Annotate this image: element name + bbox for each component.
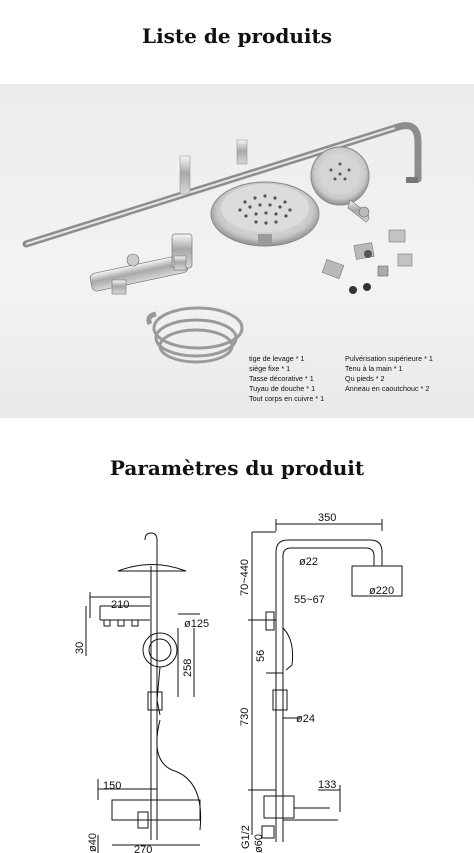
dimension-label: 150 [103, 780, 122, 792]
dimension-label: G1/2 [240, 825, 252, 849]
parameters-heading: Paramètres du produit [109, 456, 365, 480]
rain-shower-head-icon [211, 182, 319, 246]
parts-list-item: Tasse décorative * 1 [249, 373, 314, 383]
parts-list-item: tige de levage * 1 [249, 354, 305, 363]
dimension-label: ø24 [296, 713, 315, 725]
parts-list-item: Anneau en caoutchouc * 2 [345, 383, 430, 393]
shower-hose-icon [149, 308, 242, 362]
dimension-label: 350 [318, 512, 337, 524]
mixer-valve-icon [89, 234, 192, 294]
parts-list-item: siège fixe * 1 [249, 363, 291, 373]
dimension-label: ø60 [253, 834, 265, 853]
dimension-label: 133 [318, 779, 337, 791]
dimension-label: ø125 [184, 618, 210, 630]
parts-list-item: Pulvérisation supérieure * 1 [345, 354, 433, 363]
product-list-heading: Liste de produits [142, 24, 332, 48]
dimension-label: 55~67 [294, 594, 325, 606]
dimension-drawing [0, 500, 474, 853]
dimension-label: 56 [255, 649, 267, 662]
parts-list-item: Qu pieds * 2 [345, 373, 385, 383]
product-photo [0, 84, 474, 418]
parts-list-item: Tuyau de douche * 1 [249, 383, 316, 393]
dimension-label: 30 [74, 641, 86, 654]
dimension-label: 730 [239, 707, 251, 726]
dimension-label: ø220 [369, 585, 395, 597]
dimension-label: 258 [182, 658, 194, 677]
parts-list-item: Tenu à la main * 1 [345, 363, 403, 373]
hand-shower-icon [311, 147, 369, 222]
fittings-icon [322, 230, 412, 294]
dimension-label: 210 [111, 599, 130, 611]
dimension-label: 70~440 [239, 558, 251, 596]
dimension-label: 270 [134, 844, 153, 853]
dimension-label: ø40 [87, 833, 99, 852]
parts-list-item: Tout corps en cuivre * 1 [249, 393, 325, 403]
dimension-label: ø22 [299, 556, 318, 568]
